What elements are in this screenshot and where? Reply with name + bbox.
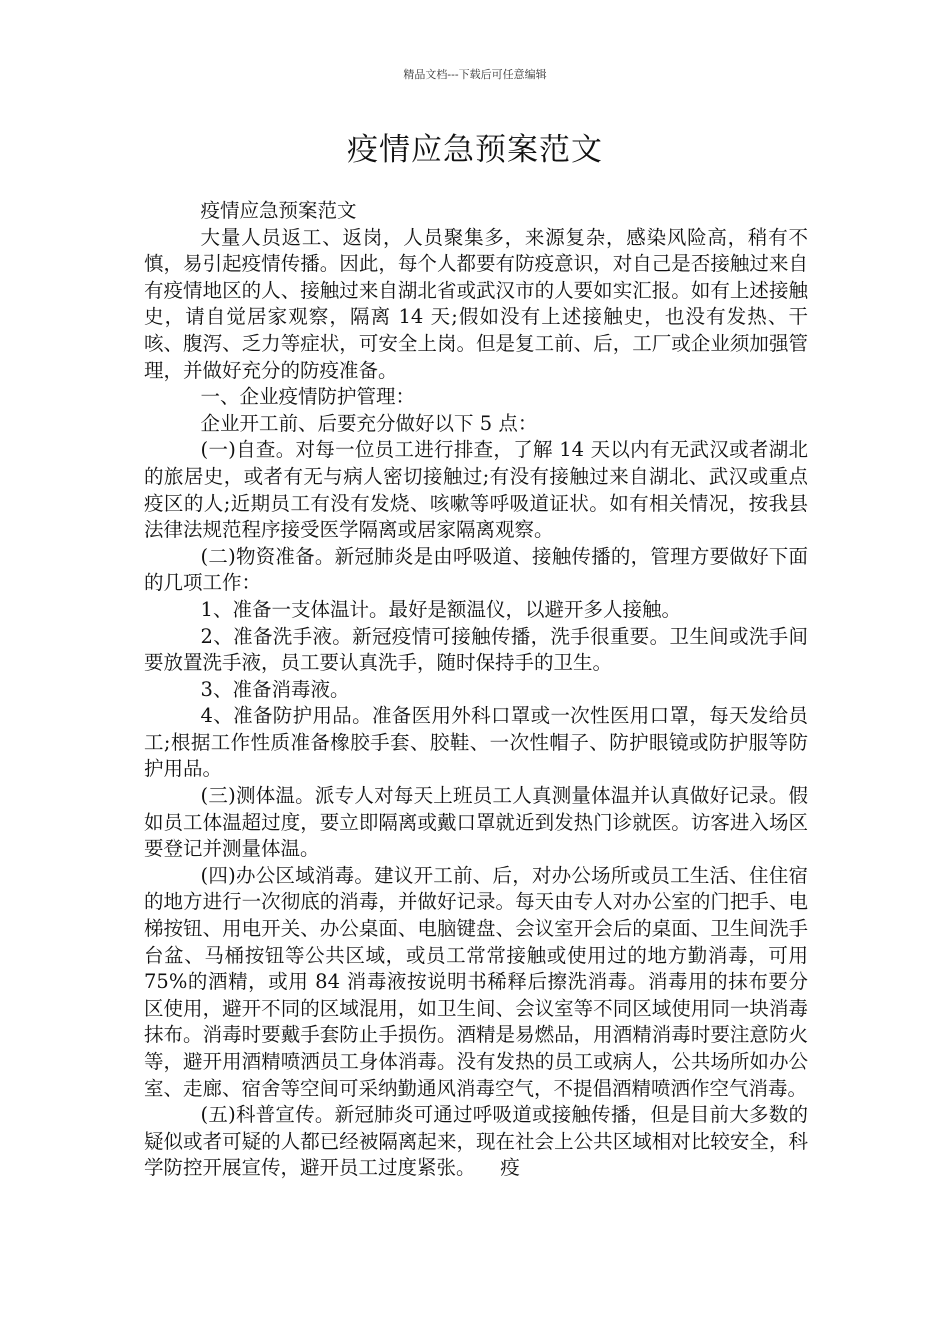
section-heading: 一、企业疫情防护管理： [200, 385, 416, 409]
paragraph-temperature: (三)测体温。派专人对每天上班员工人真测量体温并认真做好记录。假如员工体温超过度，要立即隔离或戴口罩就近到发热门诊就医。访客进入场区要登记并测量体温。 [144, 784, 808, 861]
paragraph-subtitle: 疫情应急预案范文 [200, 199, 357, 222]
paragraph-intro: 大量人员返工、返岗，人员聚集多，来源复杂，感染风险高，稍有不慎，易引起疫情传播。因此，每个人都要有防疫意识，对自己是否接触过来自有疫情地区的人、接触过来自湖北省或武汉市的人要如实汇报。如有上述接触史，请自觉居家观察，隔离 14 天;假如没有上述接触史，也没有发热、干咳、腹泻、乏力等症状，可安全上岗。但是复工前、后，工厂或企业须加强管理，并做好充分的防疫准备。 [144, 225, 808, 382]
list-item-hand-sanitizer: 2、准备洗手液。新冠疫情可接触传播，洗手很重要。卫生间或洗手间要放置洗手液，员工要认真洗手，随时保持手的卫生。 [144, 624, 808, 675]
paragraph-office-disinfection: (四)办公区域消毒。建议开工前、后，对办公场所或员工生活、住住宿的地方进行一次彻底的消毒，并做好记录。每天由专人对办公室的门把手、电梯按钮、用电开关、办公桌面、电脑键盘、会议室开会后的桌面、卫生间洗手台盆、马桶按钮等公共区域，或员工常常接触或使用过的地方勤消毒，可用 75%的酒精，或用 84 消毒液按说明书稀释后擦洗消毒。消毒用的抹布要分区使用，避开不同的区域混用，如卫生间、会议室等不同区域使用同一块消毒抹布。消毒时要戴手套防止手损伤。酒精是易燃品，用酒精消毒时要注意防火等，避开用酒精喷洒员工身体消毒。没有发热的员工或病人，公共场所如办公室、走廊、宿舍等空间可采纳勤通风消毒空气，不提倡酒精喷洒作空气消毒。 [144, 863, 808, 1100]
document-title: 疫情应急预案范文 [347, 132, 603, 168]
paragraph-lead: 企业开工前、后要充分做好以下 5 点： [200, 411, 538, 435]
paragraph-supplies: (二)物资准备。新冠肺炎是由呼吸道、接触传播的，管理方要做好下面的几项工作： [144, 544, 808, 595]
header-note: 精品文档---下载后可任意编辑 [403, 68, 547, 81]
list-item-thermometer: 1、准备一支体温计。最好是额温仪，以避开多人接触。 [200, 597, 681, 621]
document-body [144, 198, 808, 1182]
list-item-disinfectant: 3、准备消毒液。 [200, 677, 350, 701]
paragraph-self-check: (一)自查。对每一位员工进行排查，了解 14 天以内有无武汉或者湖北的旅居史，或者有无与病人密切接触过;有没有接触过来自湖北、武汉或重点疫区的人;近期员工有没有发烧、咳嗽等呼吸道证状。如有相关情况，按我县法律法规范程序接受医学隔离或居家隔离观察。 [144, 438, 808, 542]
paragraph-publicity: (五)科普宣传。新冠肺炎可通过呼吸道或接触传播，但是目前大多数的疑似或者可疑的人都已经被隔离起来，现在社会上公共区域相对比较安全，科学防控开展宣传，避开员工过度紧张。 疫 [144, 1103, 808, 1180]
list-item-protective-gear: 4、准备防护用品。准备医用外科口罩或一次性医用口罩，每天发给员工;根据工作性质准备橡胶手套、胶鞋、一次性帽子、防护眼镜或防护服等防护用品。 [144, 704, 808, 781]
